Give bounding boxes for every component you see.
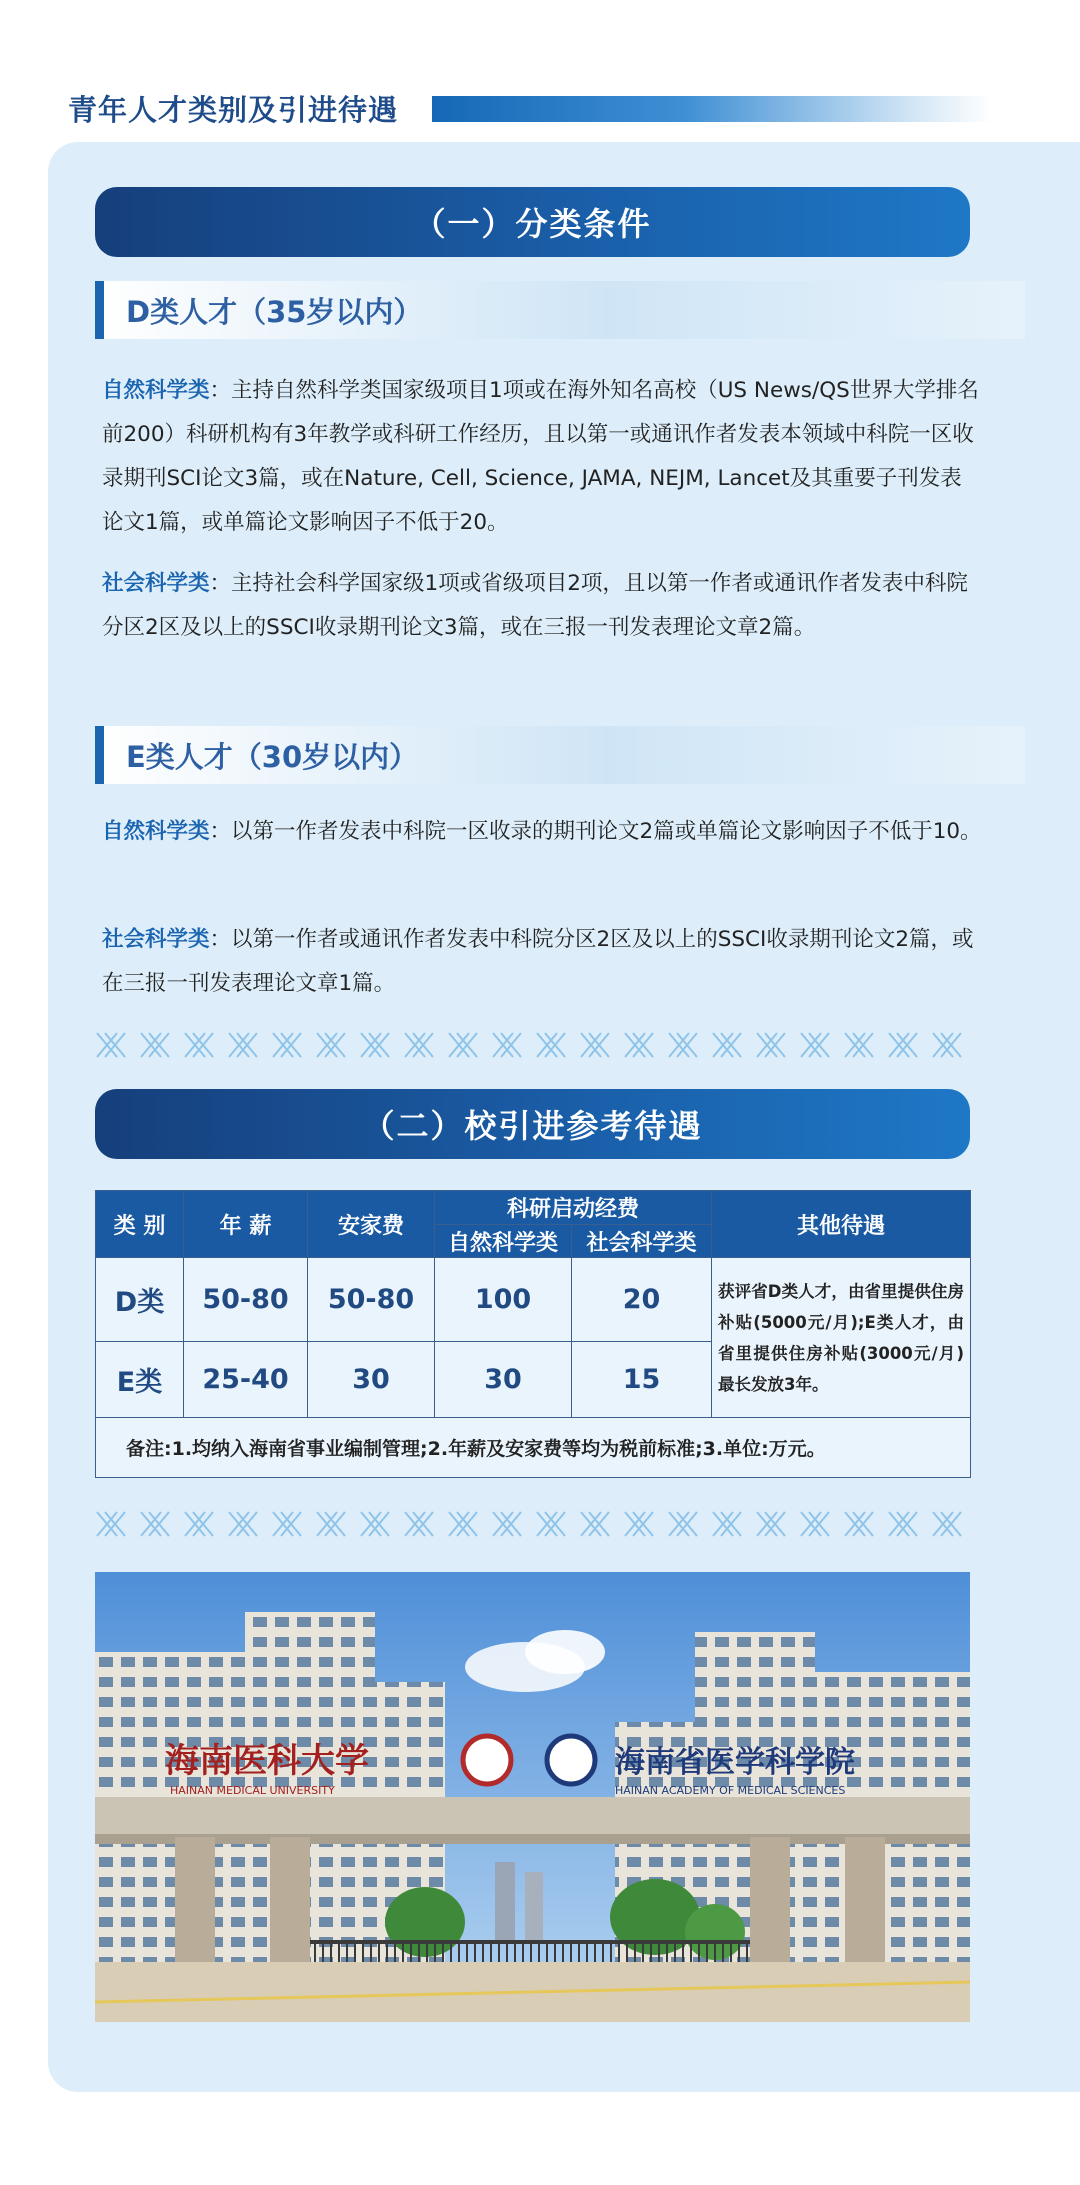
e-social-paragraph [102,918,982,1006]
row-e-natural: 30 [435,1342,572,1418]
title-accent-bar [432,96,992,122]
row-d-settlement: 50-80 [308,1258,435,1342]
category-band-e [95,726,1025,784]
header-social-science: 社会科学类 [572,1225,712,1258]
category-label-d: D类人才（35岁以内） [126,295,423,329]
row-d-natural: 100 [435,1258,572,1342]
d-natural-keyword: 自然科学类 [102,378,210,403]
category-band-d [95,281,1025,339]
row-e-category: E类 [96,1342,184,1418]
sign-left-en: HAINAN MEDICAL UNIVERSITY [170,1784,335,1797]
row-d-category: D类 [96,1258,184,1342]
row-e-settlement: 30 [308,1342,435,1418]
category-label-e: E类人才（30岁以内） [126,740,419,774]
header-category: 类 别 [96,1191,184,1258]
sign-right: 海南省医学科学院 [615,1745,855,1780]
header-other-benefits: 其他待遇 [712,1191,971,1258]
header-natural-science: 自然科学类 [435,1225,572,1258]
sign-left: 海南医科大学 [165,1741,369,1781]
e-social-keyword: 社会科学类 [102,927,210,952]
row-d-salary: 50-80 [184,1258,308,1342]
e-social-text: ：以第一作者或通讯作者发表中科院分区2区及以上的SSCI收录期刊论文2篇，或在三报一刊发表理论文章1篇。 [102,927,974,996]
d-natural-text: ：主持自然科学类国家级项目1项或在海外知名高校（US News/QS世界大学排名前200）科研机构有3年教学或科研工作经历，且以第一或通讯作者发表本领域中科院一区收录期刊SCI论文3篇，或在Nature, Cell, Science, JAMA, NEJM, Lancet及其重要子刊发表论文1篇，或单篇论文影响因子不低于20。 [102,378,979,535]
table-note: 备注:1.均纳入海南省事业编制管理;2.年薪及安家费等均为税前标准;3.单位:万元。 [96,1418,971,1478]
section-heading-benefits: （二）校引进参考待遇 [95,1089,970,1159]
cross-pattern-divider [95,1510,970,1538]
row-e-salary: 25-40 [184,1342,308,1418]
row-e-social: 15 [572,1342,712,1418]
table-row [96,1258,971,1342]
e-natural-text: ：以第一作者发表中科院一区收录的期刊论文2篇或单篇论文影响因子不低于10。 [209,819,982,844]
benefits-table [95,1190,970,1478]
cross-pattern-divider [95,1031,970,1059]
section-heading-classification: （一）分类条件 [95,187,970,257]
d-natural-paragraph [102,369,982,545]
e-natural-paragraph [102,810,982,854]
d-social-text: ：主持社会科学国家级1项或省级项目2项，且以第一作者或通讯作者发表中科院分区2区及以上的SSCI收录期刊论文3篇，或在三报一刊发表理论文章2篇。 [102,571,968,640]
sign-right-en: HAINAN ACADEMY OF MEDICAL SCIENCES [615,1784,846,1797]
e-natural-keyword: 自然科学类 [102,819,210,844]
header-startup-funds: 科研启动经费 [435,1191,712,1225]
header-salary: 年 薪 [184,1191,308,1258]
other-benefits-cell: 获评省D类人才，由省里提供住房补贴(5000元/月);E类人才，由省里提供住房补贴(3000元/月)最长发放3年。 [712,1258,971,1418]
row-d-social: 20 [572,1258,712,1342]
d-social-keyword: 社会科学类 [102,571,210,596]
campus-gate-photo [95,1572,970,2022]
d-social-paragraph [102,562,982,650]
header-settlement: 安家费 [308,1191,435,1258]
page-title: 青年人才类别及引进待遇 [68,93,399,127]
